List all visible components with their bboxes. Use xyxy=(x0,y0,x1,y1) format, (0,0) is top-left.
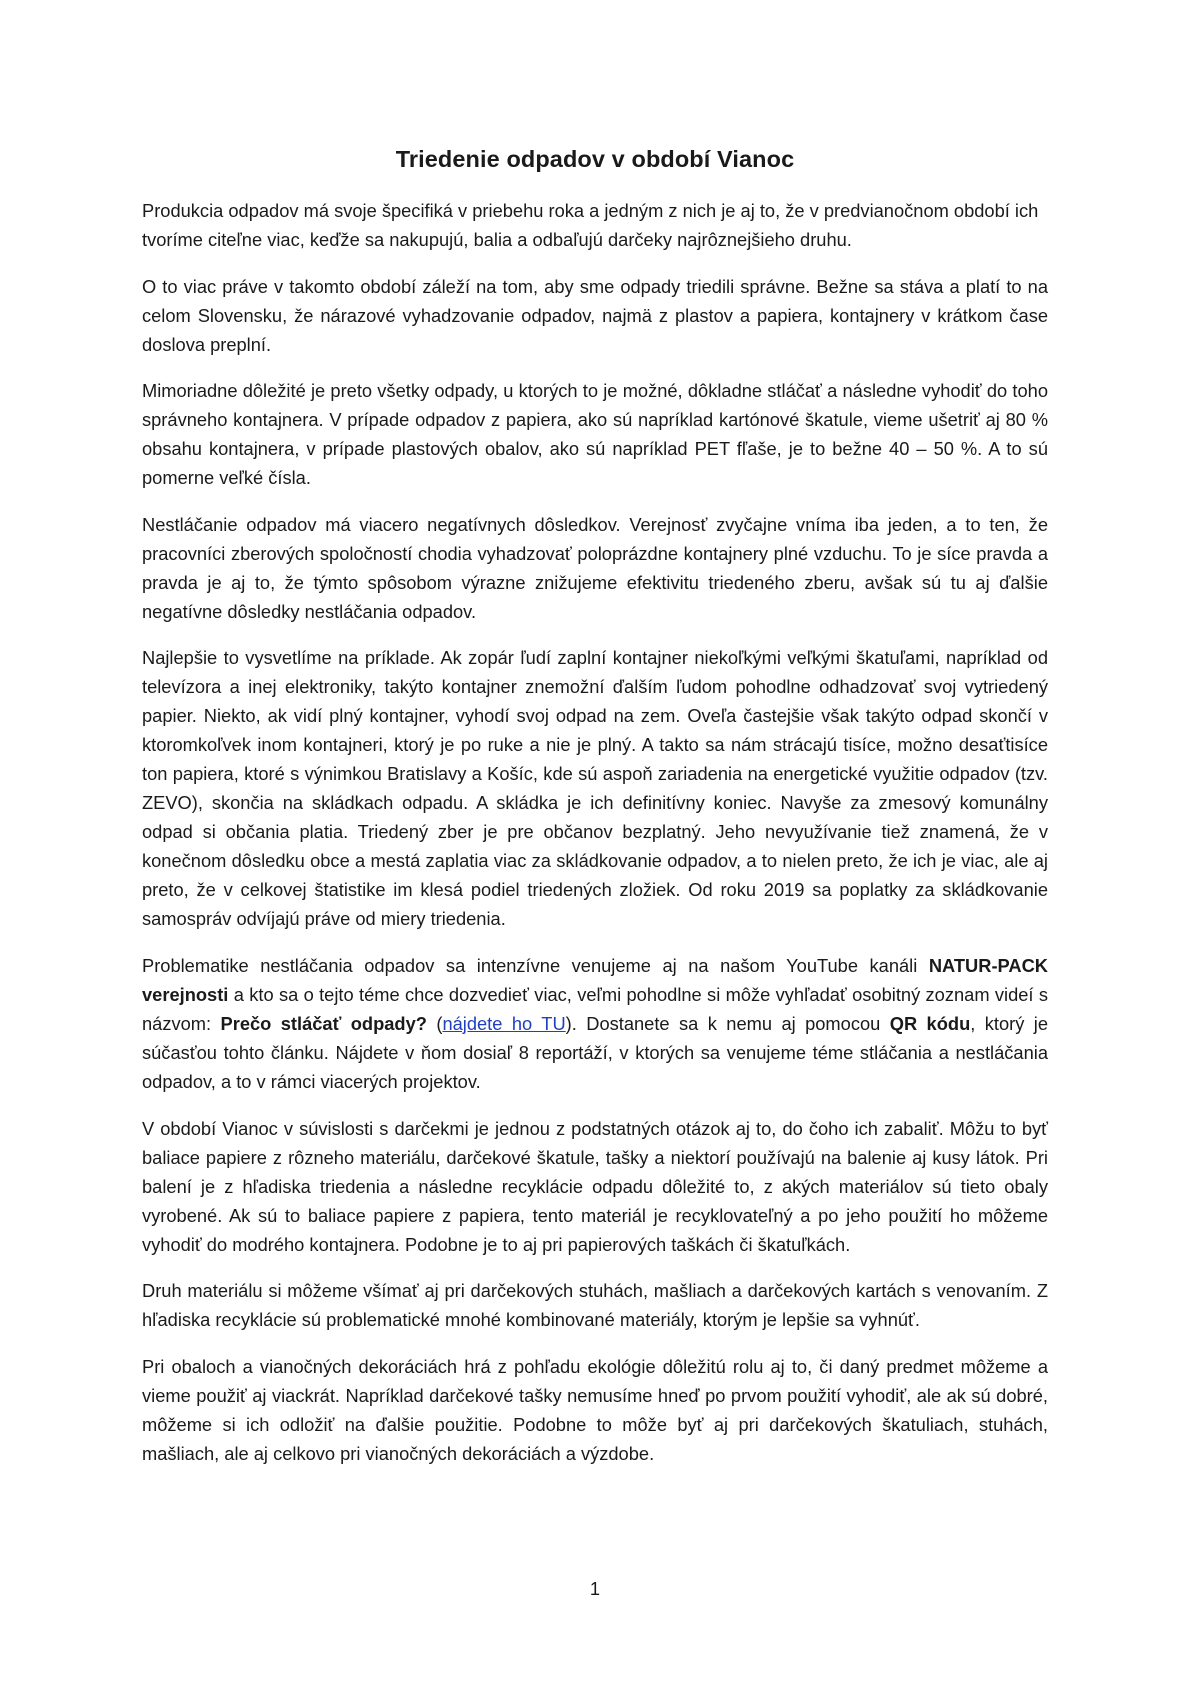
youtube-text-5: , ktorý je súčasťou tohto článku. Nájdete v ňom dosiaľ 8 reportáží, v ktorých sa venujeme téme stláčania a nestláčania odpadov, a to v rámci viacerých projektov. xyxy=(142,1012,1048,1092)
youtube-text-4: ). Dostanete sa k nemu aj pomocou xyxy=(565,1012,890,1034)
paragraph-8: Druh materiálu si môžeme všímať aj pri darčekových stuhách, mašliach a darčekových kartách s venovaním. Z hľadiska recyklácie sú problematické mnohé kombinované materiály, ktorým je lepšie sa vyhnúť. xyxy=(142,1280,1048,1331)
playlist-link[interactable]: nájdete ho TU xyxy=(442,1012,566,1034)
channel-name: NATUR-PACK verejnosti xyxy=(142,954,1048,1005)
paragraph-3: Mimoriadne dôležité je preto všetky odpady, u ktorých to je možné, dôkladne stláčať a následne vyhodiť do toho správneho kontajnera. V prípade odpadov z papiera, ako sú napríklad kartónové škatule, vieme ušetriť aj 80 % obsahu kontajnera, v prípade plastových obalov, ako sú napríklad PET fľaše, je to bežne 40 – 50 %. A to sú pomerne veľké čísla. xyxy=(142,380,1048,489)
paragraph-youtube xyxy=(142,951,1048,1096)
paragraph-9: Pri obaloch a vianočných dekoráciách hrá z pohľadu ekológie dôležitú rolu aj to, či daný predmet môžeme a vieme použiť aj viackrát. Napríklad darčekové tašky nemusíme hneď po prvom použití vyhodiť, ale ak sú dobré, môžeme si ich odložiť na ďalšie použitie. Podobne to môže byť aj pri darčekových škatuliach, stuhách, mašliach, ale aj celkovo pri vianočných dekoráciách a výzdobe. xyxy=(142,1355,1048,1464)
paragraph-7: V období Vianoc v súvislosti s darčekmi je jednou z podstatných otázok aj to, do čoho ich zabaliť. Môžu to byť baliace papiere z rôzneho materiálu, darčekové škatule, tašky a niektorí používajú na balenie aj kusy látok. Pri balení je z hľadiska triedenia a následne recyklácie odpadu dôležité to, z akých materiálov sú tieto obaly vyrobené. Ak sú to baliace papiere z papiera, tento materiál je recyklovateľný a po jeho použití ho môžeme vyhodiť do modrého kontajnera. Podobne je to aj pri papierových taškách či škatuľkách. xyxy=(142,1117,1048,1255)
paragraph-1: Produkcia odpadov má svoje špecifiká v priebehu roka a jedným z nich je aj to, že v predvianočnom období ich tvoríme citeľne viac, keďže sa nakupujú, balia a odbaľujú darčeky najrôznejšieho druhu. xyxy=(142,200,1039,250)
document-body xyxy=(142,196,1048,1485)
document-title: Triedenie odpadov v období Vianoc xyxy=(395,146,795,172)
playlist-name: Prečo stláčať odpady? xyxy=(220,1012,427,1034)
paragraph-2: O to viac práve v takomto období záleží na tom, aby sme odpady triedili správne. Bežne sa stáva a platí to na celom Slovensku, že nárazové vyhadzovanie odpadov, najmä z plastov a papiera, kontajnery v krátkom čase doslova preplní. xyxy=(142,275,1048,355)
paragraph-4: Nestláčanie odpadov má viacero negatívnych dôsledkov. Verejnosť zvyčajne vníma iba jeden, a to ten, že pracovníci zberových spoločností chodia vyhadzovať poloprázdne kontajnery plné vzduchu. To je síce pravda a pravda je aj to, že týmto spôsobom výrazne znižujeme efektivitu triedeného zberu, avšak sú tu aj ďalšie negatívne dôsledky nestláčania odpadov. xyxy=(142,513,1048,622)
youtube-text-2: a kto sa o tejto téme chce dozvedieť viac, veľmi pohodlne si môže vyhľadať osobitný zoznam videí s názvom: xyxy=(142,983,1048,1034)
page-number: 1 xyxy=(589,1578,601,1599)
paragraph-5: Najlepšie to vysvetlíme na príklade. Ak zopár ľudí zaplní kontajner niekoľkými veľkými škatuľami, napríklad od televízora a inej elektroniky, takýto kontajner znemožní ďalším ľudom pohodlne odhadzovať svoj vytriedený papier. Niekto, ak vidí plný kontajner, vyhodí svoj odpad na zem. Oveľa častejšie však takýto odpad skončí v ktoromkoľvek inom kontajneri, ktorý je po ruke a nie je plný. A takto sa nám strácajú tisíce, možno desaťtisíce ton papiera, ktoré s výnimkou Bratislavy a Košíc, kde sú aspoň zariadenia na energetické využitie odpadov (tzv. ZEVO), skončia na skládkach odpadu. A skládka je ich definitívny koniec. Navyše za zmesový komunálny odpad si občania platia. Triedený zber je pre občanov bezplatný. Jeho nevyužívanie tiež znamená, že v konečnom dôsledku obce a mestá zaplatia viac za skládkovanie odpadov, a to nielen preto, že ich je viac, ale aj preto, že v celkovej štatistike im klesá podiel triedených zložiek. Od roku 2019 sa poplatky za skládkovanie samospráv odvíjajú práve od miery triedenia. xyxy=(142,647,1048,930)
qr-code-mention: QR kódu xyxy=(889,1012,971,1034)
youtube-text-1: Problematike nestláčania odpadov sa intenzívne venujeme aj na našom YouTube kanáli xyxy=(142,954,929,976)
youtube-text-3: ( xyxy=(426,1012,443,1034)
